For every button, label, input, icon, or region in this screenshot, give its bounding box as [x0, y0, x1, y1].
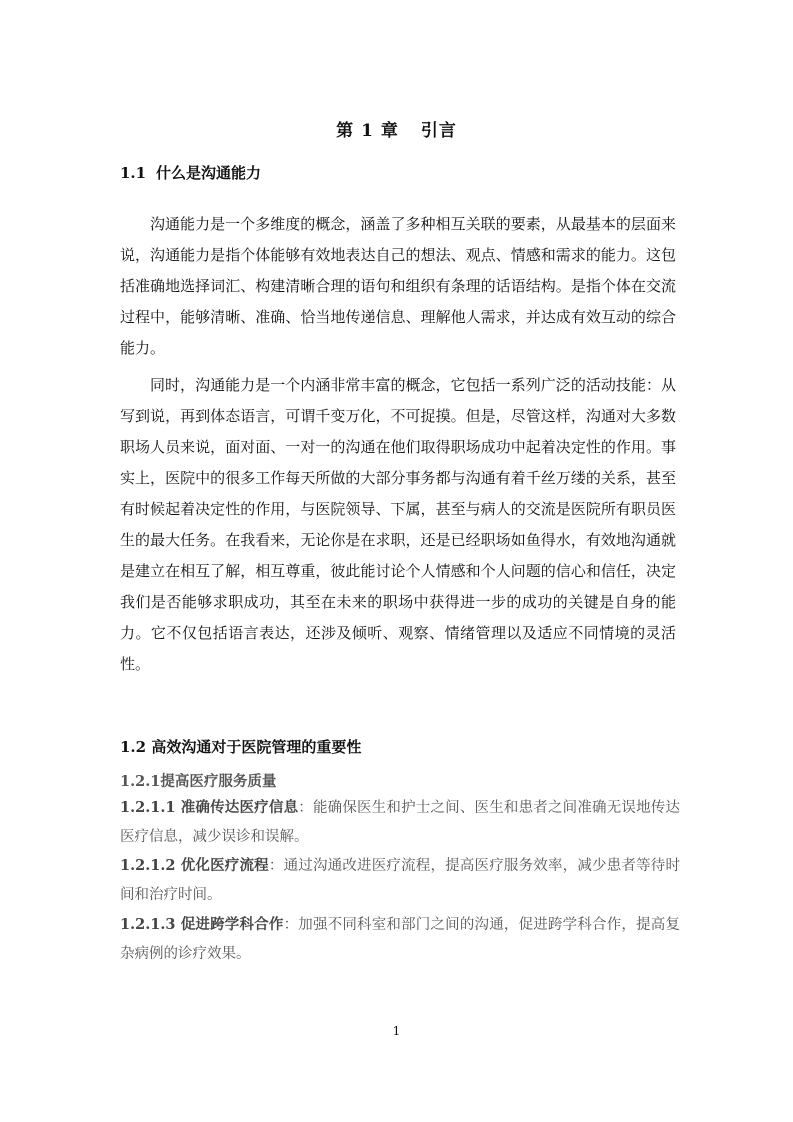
chapter-number: 第 1 章 — [336, 121, 399, 141]
chapter-title — [0, 116, 793, 141]
item-label: 1.2.1.3 促进跨学科合作 — [120, 916, 284, 933]
item-label: 1.2.1.2 优化医疗流程 — [120, 857, 269, 874]
body-text — [120, 209, 676, 680]
section-number: 1.1 — [120, 164, 147, 182]
item-text: ：加强不同科室和部门之间的沟通，促进跨学科合作，提高复杂病例的诊疗效果。 — [120, 917, 680, 962]
item-text: ：能确保医生和护士之间、医生和患者之间准确无误地传达医疗信息，减少误诊和误解。 — [120, 800, 680, 845]
subsection-heading-1-2-1: 1.2.1提高医疗服务质量 — [120, 773, 277, 790]
section-heading-1-1 — [120, 162, 261, 183]
paragraph-2: 同时，沟通能力是一个内涵非常丰富的概念，它包括一系列广泛的活动技能：从写到说，再到体态语言，可谓千变万化，不可捉摸。但是，尽管这样，沟通对大多数职场人员来说，面对面、一对一的沟通在他们取得职场成功中起着决定性的作用。事实上，医院中的很多工作每天所做的大部分事务都与沟通有着千丝万缕的关系，甚至有时候起着决定性的作用，与医院领导、下属，甚至与病人的交流是医院所有职员医生的最大任务。在我看来，无论你是在求职，还是已经职场如鱼得水，有效地沟通就是建立在相互了解，相互尊重，彼此能讨论个人情感和个人问题的信心和信任，决定我们是否能够求职成功，其至在未来的职场中获得进一步的成功的关键是自身的能力。它不仅包括语言表达，还涉及倾听、观察、情绪管理以及适应不同情境的灵活性。 — [120, 376, 676, 673]
section-heading-1-2: 1.2 高效沟通对于医院管理的重要性 — [120, 738, 362, 756]
list-item — [120, 793, 680, 852]
chapter-name: 引言 — [420, 121, 457, 141]
section-title: 什么是沟通能力 — [156, 164, 262, 182]
list-item — [120, 851, 680, 910]
page-number: 1 — [392, 1024, 401, 1038]
list-item — [120, 910, 680, 969]
item-label: 1.2.1.1 准确传达医疗信息 — [120, 799, 299, 816]
item-text: ：通过沟通改进医疗流程，提高医疗服务效率，减少患者等待时间和治疗时间。 — [120, 858, 680, 903]
paragraph-1: 沟通能力是一个多维度的概念，涵盖了多种相互关联的要素，从最基本的层面来说，沟通能力是指个体能够有效地表达自己的想法、观点、情感和需求的能力。这包括准确地选择词汇、构建清晰合理的语句和组织有条理的话语结构。是指个体在交流过程中，能够清晰、准确、恰当地传递信息、理解他人需求，并达成有效互动的综合能力。 — [120, 215, 676, 357]
